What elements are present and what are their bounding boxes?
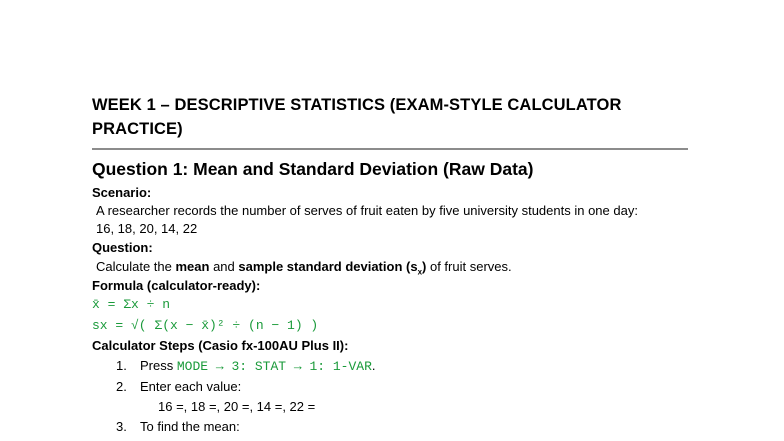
formula-sd: sx = √( Σ(x − x̄)² ÷ (n − 1) )	[92, 318, 319, 333]
step-2-values: 16 =, 18 =, 20 =, 14 =, 22 =	[158, 399, 316, 414]
step-1	[116, 357, 376, 375]
question-and: and	[209, 259, 239, 274]
step-2-number: 2.	[116, 379, 127, 394]
step-1-number: 1.	[116, 358, 127, 373]
scenario-text: A researcher records the number of serves of fruit eaten by five university students in one day:	[96, 203, 638, 218]
question-label: Question:	[92, 240, 153, 255]
steps-label: Calculator Steps (Casio fx-100AU Plus II):	[92, 338, 349, 353]
step-1-post: .	[371, 358, 376, 373]
step-3-text: To find the mean:	[140, 419, 240, 434]
question-pre: Calculate the	[96, 259, 176, 274]
question-sd-subscript: x	[417, 267, 423, 277]
question-heading: Question 1: Mean and Standard Deviation (Raw Data)	[92, 159, 534, 179]
scenario-label: Scenario:	[92, 185, 152, 200]
step-3-number: 3.	[116, 419, 127, 434]
step-3	[116, 418, 240, 435]
question-sd: sample standard deviation (s	[238, 259, 418, 274]
question-sd-close: )	[422, 259, 427, 274]
data-values: 16, 18, 20, 14, 22	[96, 221, 198, 236]
question-post: of fruit serves.	[426, 259, 512, 274]
question-mean: mean	[175, 259, 210, 274]
step-1-keys: MODE → 3: STAT → 1: 1-VAR	[176, 359, 372, 374]
formula-mean: x̄ = Σx ÷ n	[92, 297, 171, 312]
title-divider	[92, 148, 688, 150]
document-title: WEEK 1 – DESCRIPTIVE STATISTICS (EXAM-STYLE CALCULATOR PRACTICE)	[92, 96, 622, 138]
formula-label: Formula (calculator-ready):	[92, 278, 261, 293]
step-2	[116, 378, 241, 395]
step-1-pre: Press	[140, 358, 177, 373]
step-2-text: Enter each value:	[140, 379, 242, 394]
